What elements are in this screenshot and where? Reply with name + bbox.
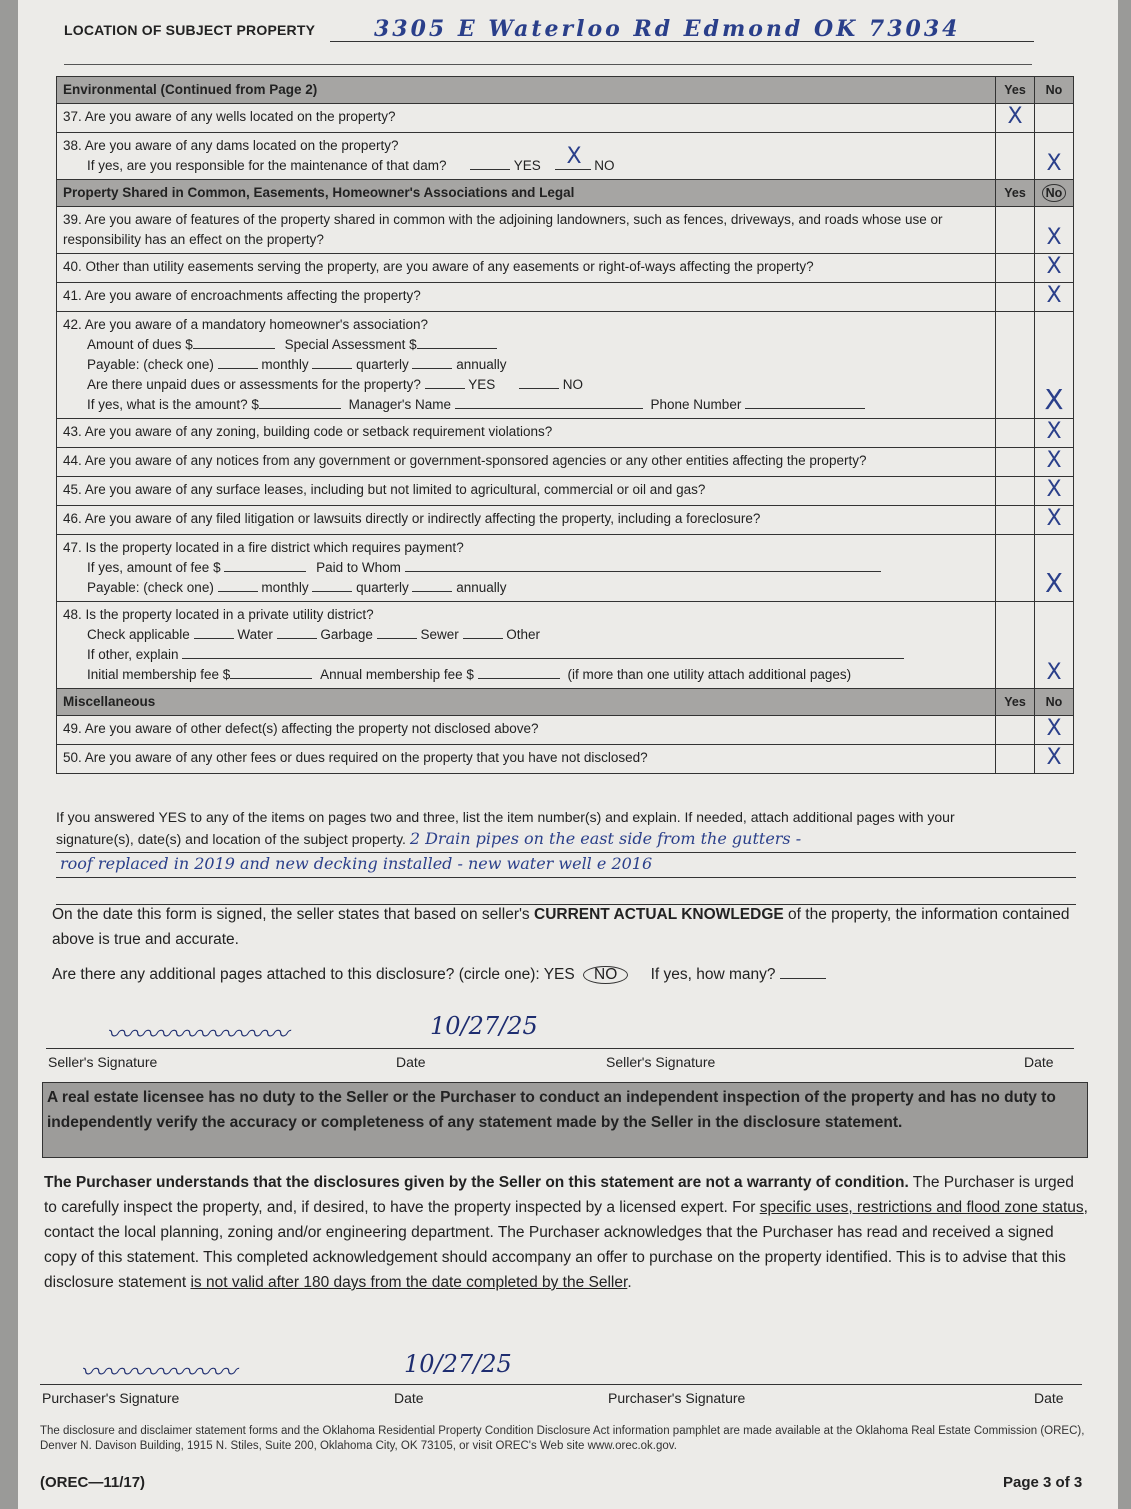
checkmark: X: [1046, 254, 1062, 279]
question-main: 47. Is the property located in a fire district which requires payment?: [63, 540, 464, 555]
explain-line-3: [56, 878, 1076, 905]
statement-text: of the property, the information contained above is true and accurate.: [52, 906, 1070, 948]
question-text: 46. Are you aware of any filed litigation or lawsuits directly or indirectly affecting the property, including a foreclosure?: [57, 506, 996, 535]
question-text: 37. Are you aware of any wells located on the property?: [57, 104, 996, 133]
handwritten-explanation-1: 2 Drain pipes on the east side from the gutters -: [409, 829, 802, 848]
blank-line: [312, 579, 352, 592]
seller-signature-date: 10/27/25: [430, 1012, 538, 1040]
question-row: [57, 716, 1074, 745]
explain-line-2: [56, 853, 1076, 878]
yes-cell: [996, 312, 1035, 419]
signature-label: Purchaser's Signature: [42, 1390, 180, 1406]
section-header: [57, 77, 1074, 104]
question-text: 40. Other than utility easements serving the property, are you aware of any easements or right-of-ways affecting the property?: [57, 254, 996, 283]
sub-text: annually: [456, 357, 507, 372]
yes-cell: [996, 283, 1035, 312]
blank-line: [463, 626, 503, 639]
sub-text: (if more than one utility attach additional pages): [567, 667, 852, 682]
explain-instructions: If you answered YES to any of the items on pages two and three, list the item number(s) and explain. If needed, attach additional pages with your: [56, 809, 955, 825]
no-header: No: [1035, 689, 1074, 716]
question-row: [57, 448, 1074, 477]
blank-line: [412, 356, 452, 369]
question-text: 49. Are you aware of other defect(s) affecting the property not disclosed above?: [57, 716, 996, 745]
question-row: [57, 104, 1074, 133]
checkmark: X: [1045, 569, 1063, 599]
no-cell: [1035, 254, 1074, 283]
checkmark: X: [1044, 383, 1064, 416]
location-field: [64, 18, 1034, 44]
sub-text: Sewer: [420, 627, 459, 642]
blank-line: [259, 396, 341, 409]
question-text: 43. Are you aware of any zoning, building code or setback requirement violations?: [57, 419, 996, 448]
checkmark: X: [1046, 225, 1062, 250]
sub-text: Paid to Whom: [316, 560, 401, 575]
sub-text: Special Assessment $: [284, 337, 417, 352]
purchaser-paragraph: [44, 1170, 1090, 1295]
question-row: [57, 506, 1074, 535]
blank-line: [218, 356, 258, 369]
no-cell: [1035, 283, 1074, 312]
date-label: Date: [394, 1390, 424, 1406]
form-code: (OREC—11/17): [40, 1474, 146, 1491]
sub-text: Initial membership fee $: [87, 667, 231, 682]
checkmark: X: [1046, 506, 1062, 531]
yes-cell: [996, 419, 1035, 448]
date-label: Date: [396, 1054, 426, 1070]
date-label: Date: [1034, 1390, 1064, 1406]
no-cell: [1035, 535, 1074, 602]
question-row: [57, 312, 1074, 419]
additional-pages-question: [52, 962, 1082, 987]
question-sub: [63, 578, 989, 598]
yes-cell: [996, 133, 1035, 180]
blank-line: [193, 336, 275, 349]
blank-line: [405, 559, 881, 572]
yes-option: YES: [513, 158, 541, 173]
paragraph-text: , contact the local planning, zoning and/or engineering department. The Purchaser acknowledges that the Purchaser has read and received a signed copy of this statement. This completed acknowledgement should accompany an offer to purchase on the property identified. This is to advise that this disclosure statement: [44, 1199, 1088, 1291]
blank-line: [555, 144, 591, 170]
signature-label: Seller's Signature: [606, 1054, 716, 1070]
blank-line: [478, 666, 560, 679]
paragraph-underline: specific uses, restrictions and flood zone status: [759, 1199, 1084, 1216]
sub-text: NO: [562, 377, 584, 392]
question-row: [57, 283, 1074, 312]
question-text: 39. Are you aware of features of the property shared in common with the adjoining landowners, such as fences, driveways, and roads whose use or responsibility has an effect on the property?: [57, 207, 996, 254]
question-text: 50. Are you aware of any other fees or dues required on the property that you have not disclosed?: [57, 745, 996, 774]
blank-line: [425, 376, 465, 389]
question-row: [57, 745, 1074, 774]
paragraph-underline: is not valid after 180 days from the date completed by the Seller: [190, 1274, 628, 1291]
blank-line: [745, 396, 865, 409]
blank-line: [182, 646, 904, 659]
question-sub: [63, 335, 989, 355]
question-row: [57, 207, 1074, 254]
sub-text: If yes, amount of fee $: [87, 560, 221, 575]
question-row: [57, 254, 1074, 283]
question-text: 45. Are you aware of any surface leases, including but not limited to agricultural, commercial or oil and gas?: [57, 477, 996, 506]
explain-line-1: [56, 828, 1076, 853]
yes-cell: [996, 448, 1035, 477]
question-text: [57, 535, 996, 602]
sub-text: Phone Number: [650, 397, 742, 412]
question-sub: [63, 558, 989, 578]
blank-line: [230, 666, 312, 679]
no-cell: [1035, 716, 1074, 745]
circled-no: NO: [583, 966, 628, 984]
circled-no: No: [1042, 184, 1067, 202]
blank-line: [780, 966, 826, 979]
question-sub: [63, 625, 989, 645]
question-text: [57, 602, 996, 689]
section-title: Environmental (Continued from Page 2): [57, 77, 996, 104]
no-cell: [1035, 448, 1074, 477]
page-number: Page 3 of 3: [1003, 1474, 1083, 1491]
checkmark: X: [1046, 448, 1062, 473]
question-main: 42. Are you aware of a mandatory homeowner's association?: [63, 317, 429, 332]
sub-text: Garbage: [320, 627, 373, 642]
no-option: NO: [594, 158, 615, 173]
sub-text: Are there unpaid dues or assessments for the property?: [87, 377, 421, 392]
no-cell: [1035, 207, 1074, 254]
yes-option: YES: [543, 966, 575, 983]
question-sub: [63, 645, 989, 665]
question-sub: [63, 395, 989, 415]
blank-line: [312, 356, 352, 369]
sub-text: If other, explain: [87, 647, 179, 662]
purchaser-signature-image: 〰〰〰〰〰〰: [80, 1358, 237, 1388]
no-header: No: [1035, 77, 1074, 104]
sub-text: YES: [468, 377, 496, 392]
question-sub: [63, 355, 989, 375]
checkmark: X: [1046, 283, 1062, 308]
no-cell: [1035, 133, 1074, 180]
no-cell: [1035, 419, 1074, 448]
sub-text: Check applicable: [87, 627, 190, 642]
sub-text: quarterly: [356, 580, 409, 595]
sub-text: monthly: [261, 357, 309, 372]
sub-text: Payable: (check one): [87, 357, 214, 372]
question-row: [57, 419, 1074, 448]
paragraph-emphasis: The Purchaser understands that the disclosures given by the Seller on this statement are not a warranty of condition.: [44, 1174, 909, 1191]
question-main: 48. Is the property located in a private utility district?: [63, 607, 374, 622]
statement-text: On the date this form is signed, the seller states that based on seller's: [52, 906, 530, 923]
question-sub: [63, 665, 989, 685]
sub-text: monthly: [261, 580, 309, 595]
no-cell: [1035, 104, 1074, 133]
question-row: [57, 133, 1074, 180]
date-label: Date: [1024, 1054, 1054, 1070]
handwritten-explanation-2: roof replaced in 2019 and new decking installed - new water well e 2016: [60, 854, 653, 873]
yes-header: Yes: [996, 180, 1035, 207]
blank-line: [519, 376, 559, 389]
paragraph-text: .: [627, 1274, 632, 1291]
checkmark: X: [1007, 104, 1023, 129]
checkmark: X: [1046, 151, 1062, 176]
question-sub: [63, 375, 989, 395]
question-main: 38. Are you aware of any dams located on the property?: [63, 138, 399, 153]
signature-label: Purchaser's Signature: [608, 1390, 746, 1406]
sub-text: annually: [456, 580, 507, 595]
yes-cell: [996, 745, 1035, 774]
no-cell: [1035, 477, 1074, 506]
explanation-block: [56, 806, 1076, 905]
checkmark: X: [1046, 745, 1062, 770]
yes-cell: [996, 506, 1035, 535]
yes-header: Yes: [996, 77, 1035, 104]
question-text: Are there any additional pages attached to this disclosure? (circle one):: [52, 966, 540, 983]
statement-emphasis: CURRENT ACTUAL KNOWLEDGE: [534, 906, 784, 923]
yes-header: Yes: [996, 689, 1035, 716]
blank-line: [224, 559, 306, 572]
how-many-label: If yes, how many?: [650, 966, 776, 983]
sub-text: Other: [506, 627, 541, 642]
signature-label: Seller's Signature: [48, 1054, 158, 1070]
blank-line: [277, 626, 317, 639]
location-handwritten-value: 3305 E Waterloo Rd Edmond OK 73034: [374, 16, 961, 42]
section-header: [57, 689, 1074, 716]
blank-line: [377, 626, 417, 639]
yes-cell: [996, 716, 1035, 745]
question-text: [57, 133, 996, 180]
no-cell: [1035, 602, 1074, 689]
sub-text: Amount of dues $: [87, 337, 193, 352]
location-second-line: [64, 64, 1032, 65]
sub-text: Payable: (check one): [87, 580, 214, 595]
sub-text: quarterly: [356, 357, 409, 372]
checkmark: X: [1046, 660, 1062, 685]
yes-cell: [996, 535, 1035, 602]
yes-cell: [996, 254, 1035, 283]
yes-cell: [996, 602, 1035, 689]
purchaser-signature-date: 10/27/25: [404, 1350, 512, 1378]
section-title: Miscellaneous: [57, 689, 996, 716]
question-row: [57, 477, 1074, 506]
question-text: 41. Are you aware of encroachments affecting the property?: [57, 283, 996, 312]
location-label: LOCATION OF SUBJECT PROPERTY: [64, 22, 316, 38]
no-header: [1035, 180, 1074, 207]
checkmark: X: [1046, 419, 1062, 444]
sub-text: Manager's Name: [348, 397, 451, 412]
no-cell: [1035, 312, 1074, 419]
explain-instructions-2: signature(s), date(s) and location of the subject property.: [56, 831, 406, 847]
blank-line: [412, 579, 452, 592]
sub-text: If yes, what is the amount? $: [87, 397, 259, 412]
seller-signature-line: [46, 1014, 1074, 1049]
yes-cell: [996, 477, 1035, 506]
no-cell: [1035, 745, 1074, 774]
blank-line: [455, 396, 643, 409]
section-header: [57, 180, 1074, 207]
seller-signature-image: 〰〰〰〰〰〰〰: [106, 1020, 289, 1050]
checkmark: X: [1046, 716, 1062, 741]
sub-text: Annual membership fee $: [320, 667, 474, 682]
licensee-notice: A real estate licensee has no duty to the Seller or the Purchaser to conduct an independent inspection of the property and has no duty to independently verify the accuracy or completeness of any statement made by the Seller in the disclosure statement.: [42, 1082, 1088, 1158]
no-cell: [1035, 506, 1074, 535]
blank-line: [417, 336, 497, 349]
blank-line: [218, 579, 258, 592]
question-text: [57, 312, 996, 419]
sub-text: Water: [237, 627, 273, 642]
paragraph-text: The Purchaser is urged to carefully inspect the property, and, if desired, to have the property inspected by a licensed expert. For: [44, 1174, 1074, 1216]
question-text: 44. Are you aware of any notices from any government or government-sponsored agencies or any other entities affecting the property?: [57, 448, 996, 477]
question-row: [57, 602, 1074, 689]
disclosure-table: [56, 76, 1074, 774]
section-title: Property Shared in Common, Easements, Homeowner's Associations and Legal: [57, 180, 996, 207]
checkmark: X: [566, 144, 582, 169]
blank-line: [194, 626, 234, 639]
yes-cell: [996, 104, 1035, 133]
sub-text: If yes, are you responsible for the maintenance of that dam?: [87, 158, 447, 173]
purchaser-signature-line: [40, 1350, 1082, 1388]
seller-statement: [52, 902, 1082, 952]
checkmark: X: [1046, 477, 1062, 502]
yes-cell: [996, 207, 1035, 254]
footnote: The disclosure and disclaimer statement forms and the Oklahoma Residential Property Condition Disclosure Act information pamphlet are made available at the Oklahoma Real Estate Commission (OREC), Denver N. Davison Building, 1915 N. Stiles, Suite 200, Oklahoma City, OK 73105, or visit OREC's Web site www.orec.ok.gov.: [40, 1425, 1085, 1452]
question-row: [57, 535, 1074, 602]
blank-line: [470, 157, 510, 170]
